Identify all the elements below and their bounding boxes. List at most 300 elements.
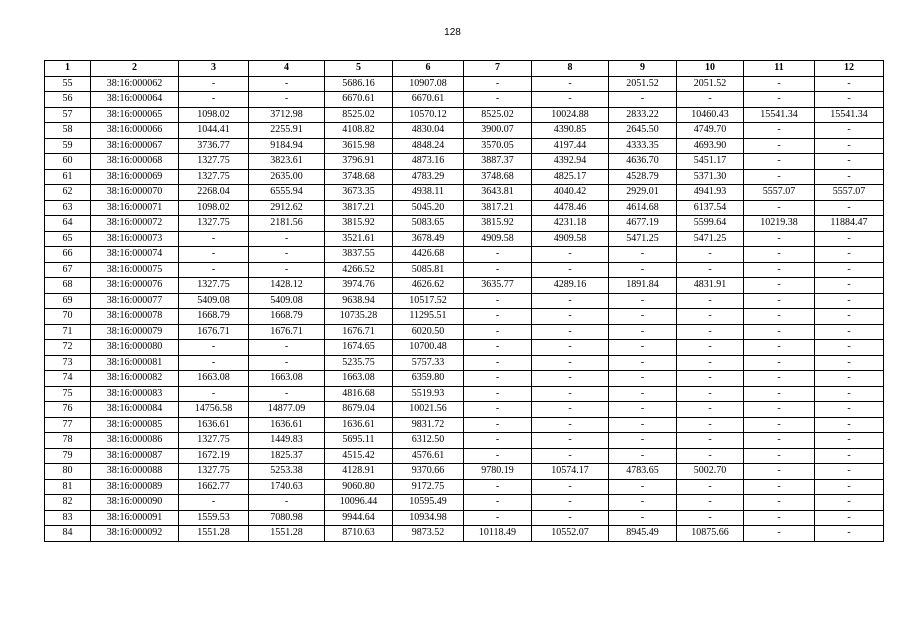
table-cell: 38:16:000087	[91, 448, 179, 464]
table-cell: 5471.25	[677, 231, 744, 247]
table-cell: -	[532, 324, 609, 340]
column-header: 4	[249, 61, 325, 77]
column-header: 6	[393, 61, 464, 77]
table-cell: 4825.17	[532, 169, 609, 185]
table-cell: 1551.28	[249, 526, 325, 542]
table-cell: 38:16:000073	[91, 231, 179, 247]
table-cell: 4636.70	[609, 154, 677, 170]
table-cell: 82	[45, 495, 91, 511]
table-cell: 38:16:000086	[91, 433, 179, 449]
table-row	[45, 510, 884, 526]
table-cell: -	[815, 309, 884, 325]
table-row	[45, 107, 884, 123]
table-cell: -	[532, 309, 609, 325]
table-cell: 15541.34	[744, 107, 815, 123]
table-cell: 6137.54	[677, 200, 744, 216]
table-cell: -	[744, 247, 815, 263]
table-cell: 3815.92	[464, 216, 532, 232]
table-cell: 1891.84	[609, 278, 677, 294]
table-cell: 4830.04	[393, 123, 464, 139]
table-cell: -	[464, 495, 532, 511]
table-cell: 1672.19	[179, 448, 249, 464]
table-cell: 15541.34	[815, 107, 884, 123]
column-header: 8	[532, 61, 609, 77]
table-cell: 5757.33	[393, 355, 464, 371]
table-cell: 38:16:000077	[91, 293, 179, 309]
table-cell: -	[609, 479, 677, 495]
table-row	[45, 200, 884, 216]
table-cell: 4938.11	[393, 185, 464, 201]
table-cell: -	[744, 448, 815, 464]
table-cell: 2833.22	[609, 107, 677, 123]
table-cell: -	[464, 479, 532, 495]
table-cell: 63	[45, 200, 91, 216]
table-cell: -	[744, 154, 815, 170]
table-cell: -	[744, 433, 815, 449]
table-row	[45, 479, 884, 495]
table-cell: 2912.62	[249, 200, 325, 216]
table-cell: -	[677, 309, 744, 325]
table-cell: 9370.66	[393, 464, 464, 480]
table-body	[45, 76, 884, 541]
table-cell: 66	[45, 247, 91, 263]
table-cell: -	[677, 479, 744, 495]
table-cell: 65	[45, 231, 91, 247]
table-cell: 10517.52	[393, 293, 464, 309]
table-cell: 1327.75	[179, 169, 249, 185]
table-cell: -	[815, 262, 884, 278]
table-cell: 78	[45, 433, 91, 449]
table-cell: 10595.49	[393, 495, 464, 511]
table-cell: -	[464, 371, 532, 387]
table-cell: -	[532, 340, 609, 356]
table-cell: -	[815, 371, 884, 387]
table-cell: -	[609, 417, 677, 433]
table-cell: -	[815, 278, 884, 294]
table-cell: 1674.65	[325, 340, 393, 356]
table-cell: -	[609, 386, 677, 402]
table-cell: 38:16:000067	[91, 138, 179, 154]
table-row	[45, 154, 884, 170]
table-cell: -	[609, 92, 677, 108]
table-cell: 4626.62	[393, 278, 464, 294]
table-cell: -	[464, 293, 532, 309]
table-cell: -	[249, 340, 325, 356]
table-cell: -	[815, 417, 884, 433]
table-row	[45, 448, 884, 464]
table-cell: 38:16:000068	[91, 154, 179, 170]
table-cell: -	[532, 402, 609, 418]
table-cell: 1825.37	[249, 448, 325, 464]
table-cell: 9172.75	[393, 479, 464, 495]
table-cell: 8525.02	[325, 107, 393, 123]
table-cell: 1676.71	[179, 324, 249, 340]
table-cell: 2645.50	[609, 123, 677, 139]
table-cell: 4614.68	[609, 200, 677, 216]
table-cell: -	[464, 355, 532, 371]
table-cell: 11295.51	[393, 309, 464, 325]
table-cell: -	[249, 355, 325, 371]
table-cell: 60	[45, 154, 91, 170]
column-header: 2	[91, 61, 179, 77]
table-cell: -	[744, 402, 815, 418]
table-cell: 4197.44	[532, 138, 609, 154]
table-cell: -	[744, 231, 815, 247]
table-cell: 4426.68	[393, 247, 464, 263]
column-header: 5	[325, 61, 393, 77]
table-cell: -	[609, 371, 677, 387]
table-cell: -	[744, 278, 815, 294]
table-cell: -	[532, 355, 609, 371]
table-cell: 8525.02	[464, 107, 532, 123]
table-cell: 9831.72	[393, 417, 464, 433]
table-cell: 5253.38	[249, 464, 325, 480]
table-cell: 4231.18	[532, 216, 609, 232]
table-cell: -	[179, 386, 249, 402]
table-cell: 62	[45, 185, 91, 201]
table-cell: -	[744, 510, 815, 526]
table-cell: -	[532, 247, 609, 263]
table-cell: 61	[45, 169, 91, 185]
table-cell: -	[532, 92, 609, 108]
table-cell: 38:16:000072	[91, 216, 179, 232]
table-cell: 1327.75	[179, 464, 249, 480]
table-cell: 2051.52	[677, 76, 744, 92]
table-row	[45, 231, 884, 247]
table-cell: 80	[45, 464, 91, 480]
table-row	[45, 278, 884, 294]
table-cell: 10460.43	[677, 107, 744, 123]
table-cell: 4873.16	[393, 154, 464, 170]
table-cell: 3823.61	[249, 154, 325, 170]
table-cell: 10552.07	[532, 526, 609, 542]
table-cell: 3712.98	[249, 107, 325, 123]
table-cell: 3817.21	[325, 200, 393, 216]
table-cell: 38:16:000090	[91, 495, 179, 511]
table-cell: -	[815, 247, 884, 263]
table-cell: 74	[45, 371, 91, 387]
table-cell: -	[677, 355, 744, 371]
table-cell: -	[744, 138, 815, 154]
table-cell: -	[464, 402, 532, 418]
table-cell: -	[464, 247, 532, 263]
table-cell: -	[677, 340, 744, 356]
table-cell: -	[532, 262, 609, 278]
table-cell: 1676.71	[249, 324, 325, 340]
table-cell: 38:16:000075	[91, 262, 179, 278]
table-cell: 8679.04	[325, 402, 393, 418]
table-cell: 3736.77	[179, 138, 249, 154]
table-row	[45, 371, 884, 387]
table-cell: -	[464, 510, 532, 526]
table-row	[45, 169, 884, 185]
table-cell: -	[744, 309, 815, 325]
table-cell: 38:16:000080	[91, 340, 179, 356]
table-cell: 3974.76	[325, 278, 393, 294]
table-cell: 4693.90	[677, 138, 744, 154]
table-cell: 4749.70	[677, 123, 744, 139]
table-cell: 5557.07	[744, 185, 815, 201]
table-cell: 9944.64	[325, 510, 393, 526]
table-cell: -	[179, 92, 249, 108]
table-cell: 3673.35	[325, 185, 393, 201]
table-cell: -	[609, 293, 677, 309]
table-cell: -	[609, 448, 677, 464]
table-cell: 1668.79	[179, 309, 249, 325]
table-cell: 2635.00	[249, 169, 325, 185]
table-cell: 5557.07	[815, 185, 884, 201]
table-cell: -	[609, 262, 677, 278]
table-cell: -	[464, 309, 532, 325]
table-cell: -	[609, 495, 677, 511]
table-cell: -	[609, 309, 677, 325]
table-cell: -	[609, 324, 677, 340]
table-cell: -	[744, 479, 815, 495]
table-cell: 5686.16	[325, 76, 393, 92]
table-cell: -	[744, 386, 815, 402]
table-cell: 3817.21	[464, 200, 532, 216]
table-cell: 1668.79	[249, 309, 325, 325]
table-cell: 38:16:000091	[91, 510, 179, 526]
table-cell: 1098.02	[179, 200, 249, 216]
table-cell: 70	[45, 309, 91, 325]
table-cell: 3615.98	[325, 138, 393, 154]
table-cell: 4783.29	[393, 169, 464, 185]
table-cell: 72	[45, 340, 91, 356]
table-cell: 10735.28	[325, 309, 393, 325]
table-cell: 4390.85	[532, 123, 609, 139]
table-cell: 10934.98	[393, 510, 464, 526]
table-cell: 9873.52	[393, 526, 464, 542]
table-cell: -	[815, 526, 884, 542]
table-cell: 9638.94	[325, 293, 393, 309]
table-cell: -	[179, 76, 249, 92]
table-cell: 10021.56	[393, 402, 464, 418]
table-row	[45, 216, 884, 232]
table-cell: 5471.25	[609, 231, 677, 247]
table-cell: -	[744, 169, 815, 185]
table-cell: -	[677, 417, 744, 433]
table-cell: -	[464, 433, 532, 449]
table-row	[45, 293, 884, 309]
table-cell: 5451.17	[677, 154, 744, 170]
table-cell: 38:16:000081	[91, 355, 179, 371]
table-cell: 8945.49	[609, 526, 677, 542]
table-cell: 3887.37	[464, 154, 532, 170]
table-cell: 5235.75	[325, 355, 393, 371]
table-cell: 10570.12	[393, 107, 464, 123]
table-cell: 76	[45, 402, 91, 418]
table-cell: -	[744, 200, 815, 216]
table-cell: 9184.94	[249, 138, 325, 154]
table-cell: 5083.65	[393, 216, 464, 232]
table-cell: 9780.19	[464, 464, 532, 480]
table-cell: 3678.49	[393, 231, 464, 247]
table-cell: 4392.94	[532, 154, 609, 170]
table-cell: -	[815, 479, 884, 495]
table-cell: 57	[45, 107, 91, 123]
table-row	[45, 138, 884, 154]
table-cell: -	[179, 262, 249, 278]
table-row	[45, 526, 884, 542]
table-row	[45, 417, 884, 433]
table-cell: 5002.70	[677, 464, 744, 480]
table-cell: 1636.61	[325, 417, 393, 433]
table-cell: -	[815, 293, 884, 309]
table-cell: 4909.58	[532, 231, 609, 247]
table-cell: 6555.94	[249, 185, 325, 201]
table-cell: 38:16:000092	[91, 526, 179, 542]
table-cell: 3900.07	[464, 123, 532, 139]
table-cell: 14877.09	[249, 402, 325, 418]
table-row	[45, 386, 884, 402]
column-header: 12	[815, 61, 884, 77]
table-cell: -	[249, 92, 325, 108]
table-cell: -	[179, 340, 249, 356]
table-row	[45, 355, 884, 371]
table-cell: 38:16:000078	[91, 309, 179, 325]
table-cell: 1740.63	[249, 479, 325, 495]
table-cell: 4266.52	[325, 262, 393, 278]
table-cell: 4289.16	[532, 278, 609, 294]
table-cell: 1663.08	[325, 371, 393, 387]
table-cell: -	[815, 510, 884, 526]
table-cell: 38:16:000066	[91, 123, 179, 139]
table-cell: 10118.49	[464, 526, 532, 542]
table-cell: 4941.93	[677, 185, 744, 201]
table-cell: 6359.80	[393, 371, 464, 387]
column-header: 11	[744, 61, 815, 77]
table-cell: 5695.11	[325, 433, 393, 449]
table-cell: -	[609, 247, 677, 263]
table-cell: 38:16:000084	[91, 402, 179, 418]
table-cell: -	[532, 386, 609, 402]
table-cell: 4783.65	[609, 464, 677, 480]
table-cell: 7080.98	[249, 510, 325, 526]
table-cell: 81	[45, 479, 91, 495]
table-cell: -	[744, 417, 815, 433]
table-cell: -	[532, 510, 609, 526]
table-cell: -	[815, 138, 884, 154]
table-cell: 5409.08	[249, 293, 325, 309]
table-cell: -	[532, 495, 609, 511]
table-cell: -	[464, 324, 532, 340]
table-cell: 3748.68	[464, 169, 532, 185]
table-cell: -	[815, 231, 884, 247]
table-cell: -	[744, 262, 815, 278]
table-cell: 5085.81	[393, 262, 464, 278]
table-cell: -	[815, 386, 884, 402]
table-row	[45, 247, 884, 263]
table-cell: 4528.79	[609, 169, 677, 185]
table-cell: -	[744, 464, 815, 480]
table-cell: 38:16:000074	[91, 247, 179, 263]
table-cell: 1662.77	[179, 479, 249, 495]
table-cell: 69	[45, 293, 91, 309]
table-cell: 38:16:000089	[91, 479, 179, 495]
table-cell: -	[677, 495, 744, 511]
table-cell: -	[815, 92, 884, 108]
table-cell: 3643.81	[464, 185, 532, 201]
table-cell: 38:16:000082	[91, 371, 179, 387]
table-cell: 10024.88	[532, 107, 609, 123]
table-cell: -	[815, 123, 884, 139]
table-cell: -	[464, 76, 532, 92]
column-header: 9	[609, 61, 677, 77]
table-cell: -	[815, 433, 884, 449]
table-cell: 38:16:000070	[91, 185, 179, 201]
table-cell: 4831.91	[677, 278, 744, 294]
table-cell: 83	[45, 510, 91, 526]
table-cell: -	[532, 76, 609, 92]
table-cell: 59	[45, 138, 91, 154]
table-cell: 4576.61	[393, 448, 464, 464]
table-cell: 4515.42	[325, 448, 393, 464]
table-cell: -	[609, 355, 677, 371]
table-row	[45, 464, 884, 480]
table-cell: 3796.91	[325, 154, 393, 170]
table-cell: 5599.64	[677, 216, 744, 232]
table-cell: -	[677, 448, 744, 464]
table-cell: -	[464, 386, 532, 402]
table-cell: 38:16:000069	[91, 169, 179, 185]
table-cell: -	[249, 247, 325, 263]
table-cell: 1327.75	[179, 278, 249, 294]
table-cell: 4333.35	[609, 138, 677, 154]
table-cell: -	[609, 340, 677, 356]
table-cell: 1327.75	[179, 433, 249, 449]
table-cell: 75	[45, 386, 91, 402]
table-cell: -	[677, 324, 744, 340]
table-cell: -	[532, 293, 609, 309]
table-cell: 10574.17	[532, 464, 609, 480]
table-cell: -	[179, 355, 249, 371]
table-cell: 2929.01	[609, 185, 677, 201]
table-cell: 1449.83	[249, 433, 325, 449]
column-header: 1	[45, 61, 91, 77]
table-cell: -	[677, 402, 744, 418]
table-cell: 1676.71	[325, 324, 393, 340]
table-cell: -	[677, 433, 744, 449]
table-cell: 67	[45, 262, 91, 278]
table-cell: -	[249, 231, 325, 247]
table-cell: 38:16:000062	[91, 76, 179, 92]
table-row	[45, 340, 884, 356]
table-cell: 38:16:000071	[91, 200, 179, 216]
table-cell: -	[744, 76, 815, 92]
table-cell: -	[815, 355, 884, 371]
table-cell: 4128.91	[325, 464, 393, 480]
table-cell: 56	[45, 92, 91, 108]
table-cell: -	[677, 510, 744, 526]
table-cell: 2181.56	[249, 216, 325, 232]
table-cell: 5519.93	[393, 386, 464, 402]
table-row	[45, 433, 884, 449]
table-cell: -	[249, 386, 325, 402]
table-cell: 6670.61	[393, 92, 464, 108]
table-cell: 9060.80	[325, 479, 393, 495]
table-cell: 4848.24	[393, 138, 464, 154]
table-cell: -	[464, 448, 532, 464]
table-cell: -	[677, 247, 744, 263]
table-cell: -	[532, 433, 609, 449]
table-row	[45, 92, 884, 108]
table-cell: -	[677, 386, 744, 402]
table-cell: -	[744, 324, 815, 340]
table-cell: 38:16:000065	[91, 107, 179, 123]
table-cell: 38:16:000079	[91, 324, 179, 340]
table-cell: -	[744, 355, 815, 371]
